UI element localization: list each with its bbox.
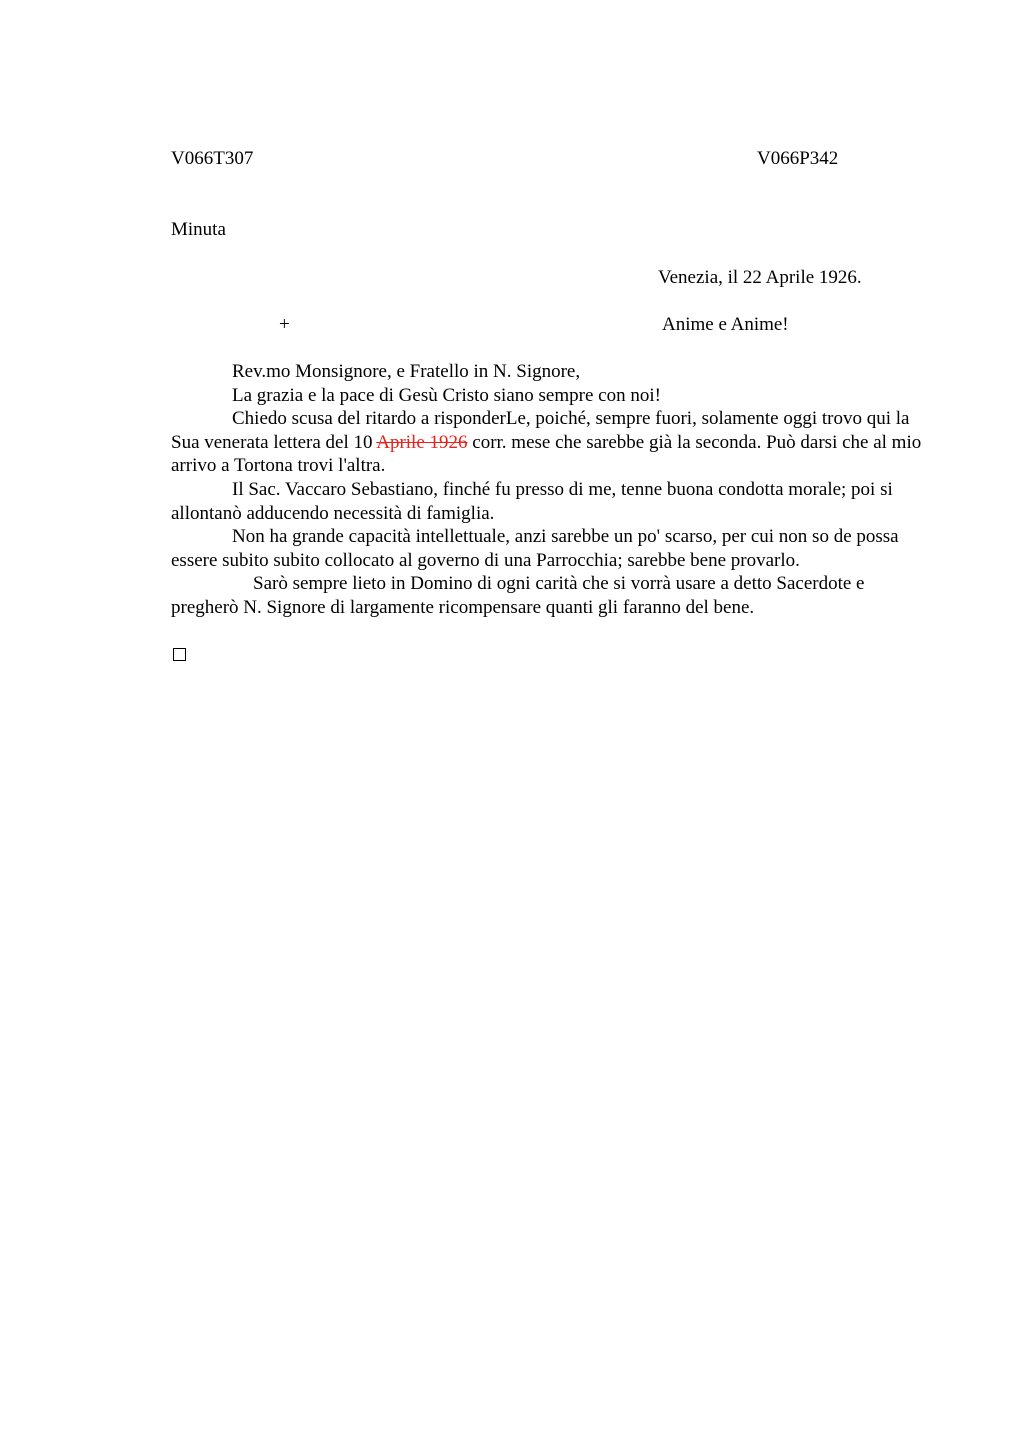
- letter-body: [171, 360, 931, 620]
- place-date: Venezia, il 22 Aprile 1926.: [658, 267, 862, 288]
- paragraph-apology: [171, 407, 931, 478]
- salutation: Rev.mo Monsignore, e Fratello in N. Signore,: [232, 361, 581, 382]
- paragraph-conduct: Il Sac. Vaccaro Sebastiano, finché fu presso di me, tenne buona condotta morale; poi si allontanò adducendo necessità di famiglia.: [171, 478, 893, 524]
- empty-square-icon: [173, 648, 186, 661]
- paragraph-closing: Sarò sempre lieto in Domino di ogni carità che si vorrà usare a detto Sacerdote e pregherò N. Signore di largamente ricompensare quanti gli faranno del bene.: [171, 573, 865, 618]
- greeting: La grazia e la pace di Gesù Cristo siano sempre con noi!: [232, 384, 661, 406]
- paragraph-capacity: Non ha grande capacità intellettuale, anzi sarebbe un po' scarso, per cui non so de possa essere subito subito collocato al governo di una Parrocchia; sarebbe bene provarlo.: [171, 526, 899, 571]
- cross-mark: +: [279, 314, 290, 335]
- motto: Anime e Anime!: [662, 314, 789, 335]
- document-code-left: V066T307: [171, 148, 254, 169]
- document-code-right: V066P342: [757, 148, 839, 169]
- paragraph-apology-end: corr. mese che sarebbe già la seconda. Può darsi che al mio arrivo a Tortona trovi l'altra.: [171, 431, 922, 477]
- paragraph-apology-start: Chiedo scusa del ritardo a risponderLe, poiché, sempre fuori, solamente oggi trovo qui la Sua venerata lettera del 10: [171, 408, 910, 453]
- struck-text: Aprile 1926: [376, 431, 468, 453]
- document-type-label: Minuta: [171, 219, 226, 240]
